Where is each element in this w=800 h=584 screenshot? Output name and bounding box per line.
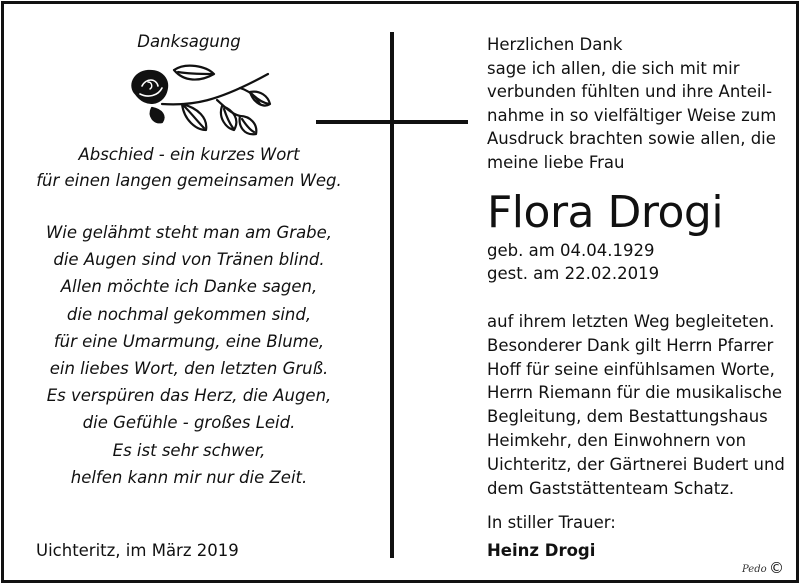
thanks-line: verbunden fühlten und ihre Anteil-: [487, 82, 773, 101]
intro-line: Abschied - ein kurzes Wort: [78, 145, 300, 164]
death-date: gest. am 22.02.2019: [487, 264, 660, 283]
heading-danksagung: Danksagung: [137, 32, 241, 51]
body-line: Herrn Riemann für die musikalische: [487, 383, 783, 403]
thanks-line: Ausdruck brachten sowie allen, die: [487, 129, 776, 148]
body-line: dem Gaststättenteam Schatz.: [487, 478, 735, 498]
poem-line: helfen kann mir nur die Zeit.: [70, 467, 308, 487]
poem-line: die Augen sind von Tränen blind.: [53, 250, 325, 270]
poem-line: Es ist sehr schwer,: [112, 440, 266, 460]
poem-line: Es verspüren das Herz, die Augen,: [46, 386, 332, 406]
poem: [4, 219, 374, 491]
body-line: Begleitung, dem Bestattungshaus: [487, 407, 768, 427]
poem-line: für eine Umarmung, eine Blume,: [53, 331, 325, 351]
designer-credit: Pedo: [742, 564, 767, 575]
thanks-line: sage ich allen, die sich mit mir: [487, 58, 740, 78]
body-line: Hoff für seine einfühlsamen Worte,: [487, 359, 775, 379]
cross-bar: [316, 120, 468, 124]
thanks-line: nahme in so vielfältiger Weise zum: [487, 105, 777, 125]
deceased-name: Flora Drogi: [487, 187, 724, 238]
poem-line: die Gefühle - großes Leid.: [82, 413, 296, 433]
poem-line: die nochmal gekommen sind,: [66, 304, 312, 324]
poem-line: ein liebes Wort, den letzten Gruß.: [49, 359, 329, 379]
intro-line: für einen langen gemeinsamen Weg.: [36, 171, 342, 190]
life-dates: [487, 239, 787, 285]
signer-name: Heinz Drogi: [487, 541, 596, 560]
mourning-label: In stiller Trauer:: [487, 513, 616, 532]
body-line: Heimkehr, den Einwohnern von: [487, 430, 747, 450]
body-line: auf ihrem letzten Weg begleiteten.: [487, 312, 775, 331]
rose-icon: [122, 64, 272, 136]
body-line: Besonderer Dank gilt Herrn Pfarrer: [487, 335, 774, 355]
cross-icon: [390, 32, 394, 558]
body-line: Uichteritz, der Gärtnerei Budert und: [487, 454, 785, 474]
intro-verse: [4, 142, 374, 194]
birth-date: geb. am 04.04.1929: [487, 241, 655, 260]
thanks-line: meine liebe Frau: [487, 152, 625, 172]
poem-line: Wie gelähmt steht man am Grabe,: [45, 223, 333, 242]
copyright-icon: ©: [769, 559, 784, 577]
thanks-line: Herzlichen Dank: [487, 35, 623, 54]
place-date: Uichteritz, im März 2019: [36, 541, 239, 560]
thanks-paragraph: [487, 33, 787, 174]
acknowledgement-paragraph: [487, 310, 787, 500]
obituary-card: [1, 1, 799, 583]
poem-line: Allen möchte ich Danke sagen,: [60, 277, 318, 297]
